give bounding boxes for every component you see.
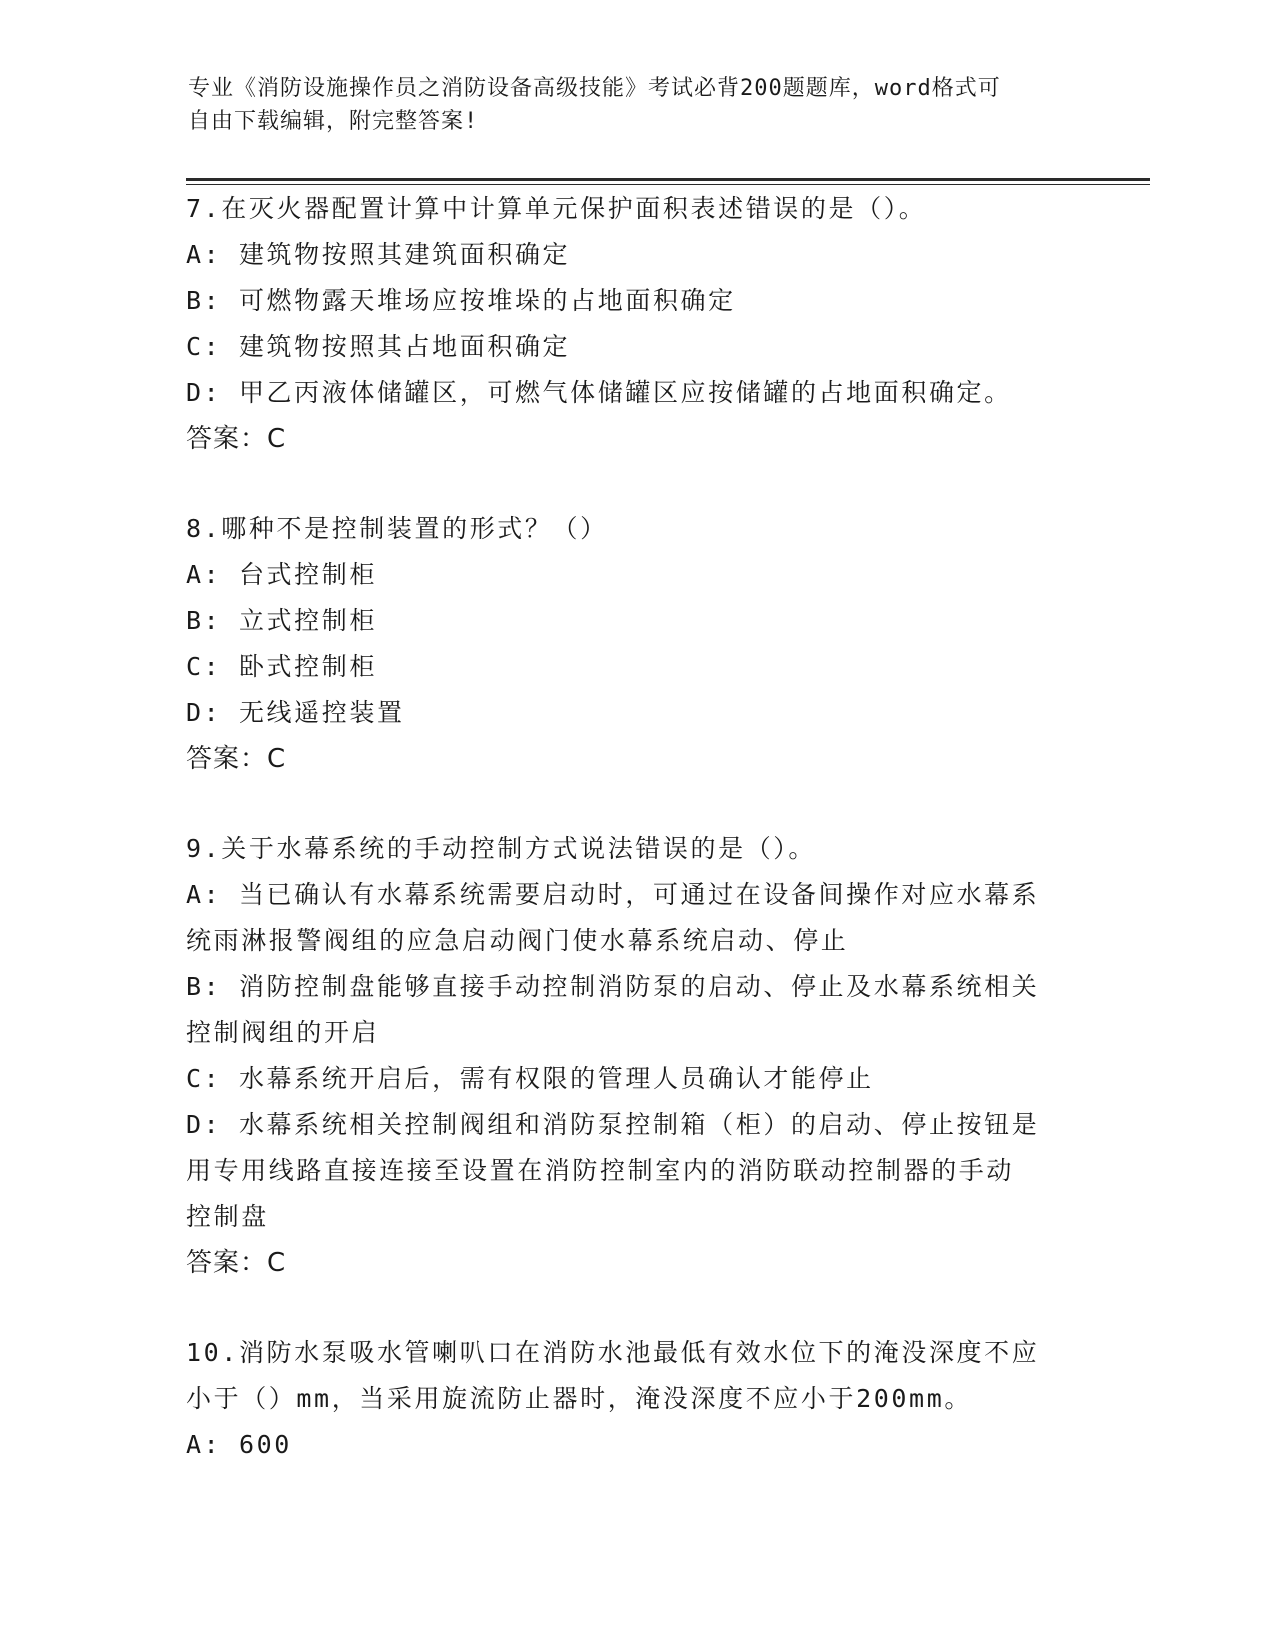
question-spacer (186, 1286, 1086, 1330)
option-a: A: 建筑物按照其建筑面积确定 (186, 240, 571, 269)
option-b: B: 消防控制盘能够直接手动控制消防泵的启动、停止及水幕系统相关 (186, 972, 1040, 1001)
question-spacer (186, 462, 1086, 506)
option-c: C: 建筑物按照其占地面积确定 (186, 332, 571, 361)
question-spacer (186, 782, 1086, 826)
answer-label: 答案：C (186, 1248, 287, 1278)
question-block-8 (186, 506, 1086, 782)
option-c: C: 水幕系统开启后，需有权限的管理人员确认才能停止 (186, 1064, 874, 1093)
header-divider-thick (186, 178, 1150, 181)
option-a: A: 当已确认有水幕系统需要启动时，可通过在设备间操作对应水幕系 (186, 880, 1040, 909)
option-d: D: 水幕系统相关控制阀组和消防泵控制箱（柜）的启动、停止按钮是 (186, 1110, 1040, 1139)
option-b-continued: 控制阀组的开启 (186, 1018, 380, 1047)
header-line-1: 专业《消防设施操作员之消防设备高级技能》考试必背200题题库，word格式可 (188, 76, 1001, 101)
question-stem: 10.消防水泵吸水管喇叭口在消防水池最低有效水位下的淹没深度不应 (186, 1338, 1040, 1367)
option-a-continued: 统雨淋报警阀组的应急启动阀门使水幕系统启动、停止 (186, 926, 849, 955)
option-d-continued: 控制盘 (186, 1202, 269, 1231)
answer-label: 答案：C (186, 424, 287, 454)
option-c: C: 卧式控制柜 (186, 652, 377, 681)
question-block-9 (186, 826, 1086, 1286)
option-b: B: 立式控制柜 (186, 606, 377, 635)
document-header (188, 72, 1068, 138)
option-a: A: 台式控制柜 (186, 560, 377, 589)
question-block-7 (186, 186, 1086, 462)
question-stem: 8.哪种不是控制装置的形式？（） (186, 514, 608, 543)
answer-label: 答案：C (186, 744, 287, 774)
question-stem: 9.关于水幕系统的手动控制方式说法错误的是（）。 (186, 834, 817, 863)
question-stem-continued: 小于（）mm，当采用旋流防止器时，淹没深度不应小于200mm。 (186, 1384, 972, 1413)
question-block-10 (186, 1330, 1086, 1468)
question-stem: 7.在灭火器配置计算中计算单元保护面积表述错误的是（）。 (186, 194, 927, 223)
option-b: B: 可燃物露天堆场应按堆垛的占地面积确定 (186, 286, 736, 315)
option-a: A: 600 (186, 1430, 292, 1459)
option-d-continued: 用专用线路直接连接至设置在消防控制室内的消防联动控制器的手动 (186, 1156, 1015, 1185)
option-d: D: 甲乙丙液体储罐区，可燃气体储罐区应按储罐的占地面积确定。 (186, 378, 1012, 407)
option-d: D: 无线遥控装置 (186, 698, 405, 727)
header-divider-thin (186, 184, 1150, 185)
header-line-2: 自由下载编辑，附完整答案! (188, 109, 479, 134)
question-list (186, 186, 1086, 1468)
